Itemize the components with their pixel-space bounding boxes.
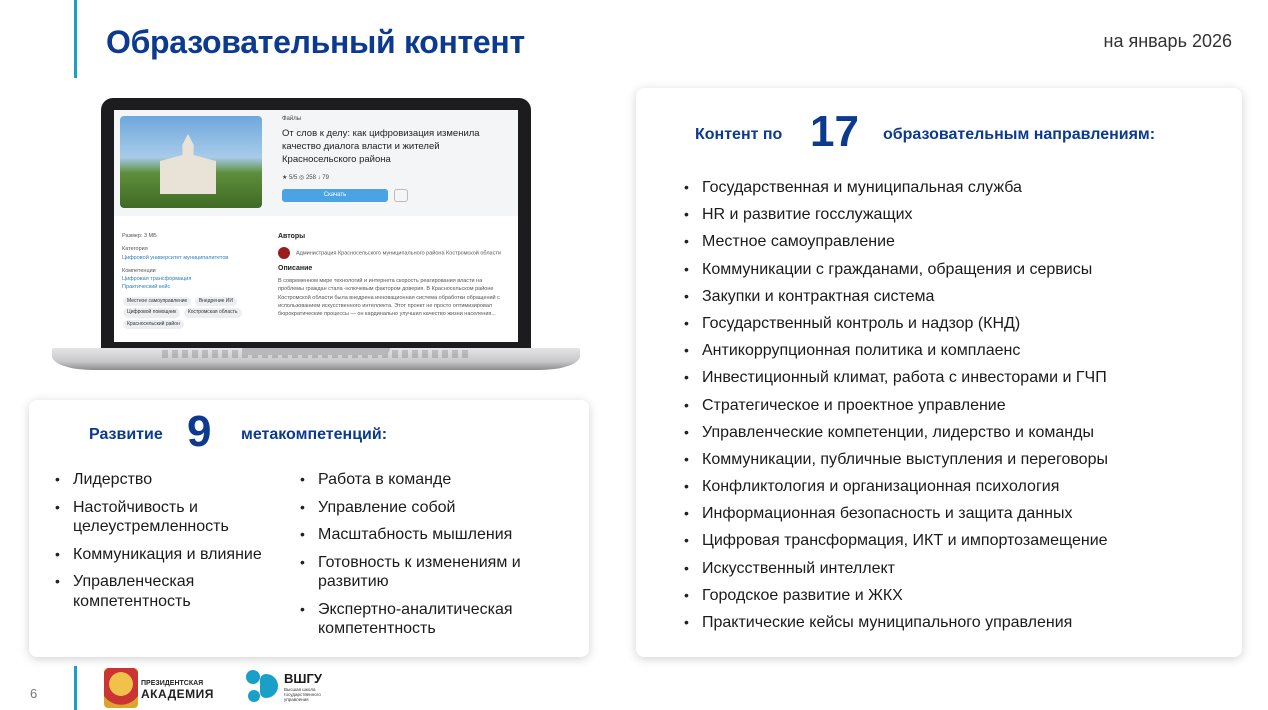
date-label: на январь 2026	[1103, 31, 1232, 51]
accent-line-bottom	[74, 666, 77, 710]
vshgu-logo-icon	[246, 670, 278, 704]
screen-competency-link[interactable]: Практический кейс	[122, 284, 171, 291]
screen-chip[interactable]: Костромская область	[184, 308, 242, 318]
screen-chip[interactable]: Цифровой помощник	[123, 308, 180, 318]
list-item: • Практические кейсы муниципального управления	[684, 613, 1224, 640]
metacompetencies-list-2	[300, 470, 570, 647]
screen-description: В современном мире технологий и интернета скорость реагирования власти на проблемы граждан стала «ключевым фактором доверия. В Красносельском районе Костромской области была внедрена инновационная система обработки обращений с использованием искусственного интеллекта. Этот проект не просто оптимизировал бюрократические процессы — он кардинально улучшил качество жизни населения...	[278, 278, 500, 317]
directions-list	[684, 178, 1224, 640]
list-item: • Работа в команде	[300, 470, 570, 490]
church-shape	[160, 134, 216, 194]
list-item: • Антикоррупционная политика и комплаенс	[684, 341, 1224, 368]
academy-emblem-icon	[104, 668, 138, 708]
laptop-screen	[114, 110, 518, 342]
list-item: • Государственный контроль и надзор (КНД)	[684, 314, 1224, 341]
list-item: • Экспертно-аналитическая компетентность	[300, 600, 570, 639]
academy-logo-line1: ПРЕЗИДЕНТСКАЯ	[141, 680, 204, 687]
list-item: • Управленческая компетентность	[55, 572, 275, 611]
list-item: • HR и развитие госслужащих	[684, 205, 1224, 232]
download-button[interactable]: Скачать	[282, 189, 388, 202]
screen-competency-link[interactable]: Цифровая трансформация	[122, 276, 192, 282]
metacompetencies-card	[29, 400, 589, 657]
list-item: • Искусственный интеллект	[684, 559, 1224, 586]
directions-count: 17	[810, 107, 859, 156]
metacompetencies-list-1	[55, 470, 275, 619]
directions-suffix: образовательным направлениям:	[883, 126, 1156, 143]
list-item: • Городское развитие и ЖКХ	[684, 586, 1224, 613]
screen-competencies-label: Компетенции	[122, 267, 156, 274]
screen-chip[interactable]: Местное самоуправление	[123, 297, 191, 307]
academy-logo-text	[141, 680, 214, 701]
church-photo	[120, 116, 262, 208]
screen-meta	[122, 232, 262, 330]
list-item: • Коммуникации с гражданами, обращения и сервисы	[684, 260, 1224, 287]
laptop-notch	[242, 348, 390, 355]
screen-size: Размер: 3 МБ	[122, 233, 157, 239]
screen-tag: Файлы	[282, 116, 302, 122]
screen-description-label: Описание	[278, 264, 313, 272]
metacompetencies-count: 9	[187, 407, 212, 456]
vshgu-logo-subtitle: Высшая школа государственного управления	[284, 687, 321, 703]
vshgu-logo-name: ВШГУ	[284, 671, 322, 686]
metacompetencies-prefix: Развитие	[89, 426, 163, 443]
list-item: • Готовность к изменениям и развитию	[300, 553, 570, 592]
directions-card	[636, 88, 1242, 657]
list-item: • Управление собой	[300, 498, 570, 518]
list-item: • Управленческие компетенции, лидерство и команды	[684, 423, 1224, 450]
screen-author: Администрация Красносельского муниципального района Костромской области	[278, 247, 508, 259]
screen-chip[interactable]: Красносельский район	[123, 320, 184, 330]
screen-category-label: Категория	[122, 246, 148, 253]
list-item: • Местное самоуправление	[684, 232, 1224, 259]
list-item: • Информационная безопасность и защита данных	[684, 504, 1224, 531]
laptop-mockup	[52, 98, 580, 388]
list-item: • Цифровая трансформация, ИКТ и импортозамещение	[684, 531, 1224, 558]
list-item: • Настойчивость и целеустремленность	[55, 498, 275, 537]
accent-line-top	[74, 0, 77, 78]
list-item: • Коммуникации, публичные выступления и переговоры	[684, 450, 1224, 477]
list-item: • Масштабность мышления	[300, 525, 570, 545]
list-item: • Стратегическое и проектное управление	[684, 396, 1224, 423]
metacompetencies-suffix: метакомпетенций:	[241, 426, 388, 443]
page-title: Образовательный контент	[106, 24, 525, 60]
list-item: • Коммуникация и влияние	[55, 545, 275, 565]
list-item: • Конфликтология и организационная психология	[684, 477, 1224, 504]
screen-headline: От слов к делу: как цифровизация изменила качество диалога власти и жителей Красносельского района	[282, 128, 480, 165]
list-item: • Закупки и контрактная система	[684, 287, 1224, 314]
list-item: • Лидерство	[55, 470, 275, 490]
share-button[interactable]	[394, 189, 408, 202]
academy-logo-line2: АКАДЕМИЯ	[141, 686, 214, 701]
list-item: • Государственная и муниципальная служба	[684, 178, 1224, 205]
list-item: • Инвестиционный климат, работа с инвесторами и ГЧП	[684, 368, 1224, 395]
screen-category-link[interactable]: Цифровой университет муниципалитетов	[122, 254, 229, 261]
screen-stats: ★ 5/5 ◎ 258 ↓ 79	[282, 175, 329, 181]
screen-authors-label: Авторы	[278, 233, 306, 240]
municipality-emblem-icon	[278, 247, 290, 259]
screen-chip[interactable]: Внедрение ИИ	[195, 297, 237, 307]
directions-prefix: Контент по	[695, 126, 783, 143]
page-number: 6	[30, 686, 38, 701]
screen-details	[278, 232, 508, 318]
